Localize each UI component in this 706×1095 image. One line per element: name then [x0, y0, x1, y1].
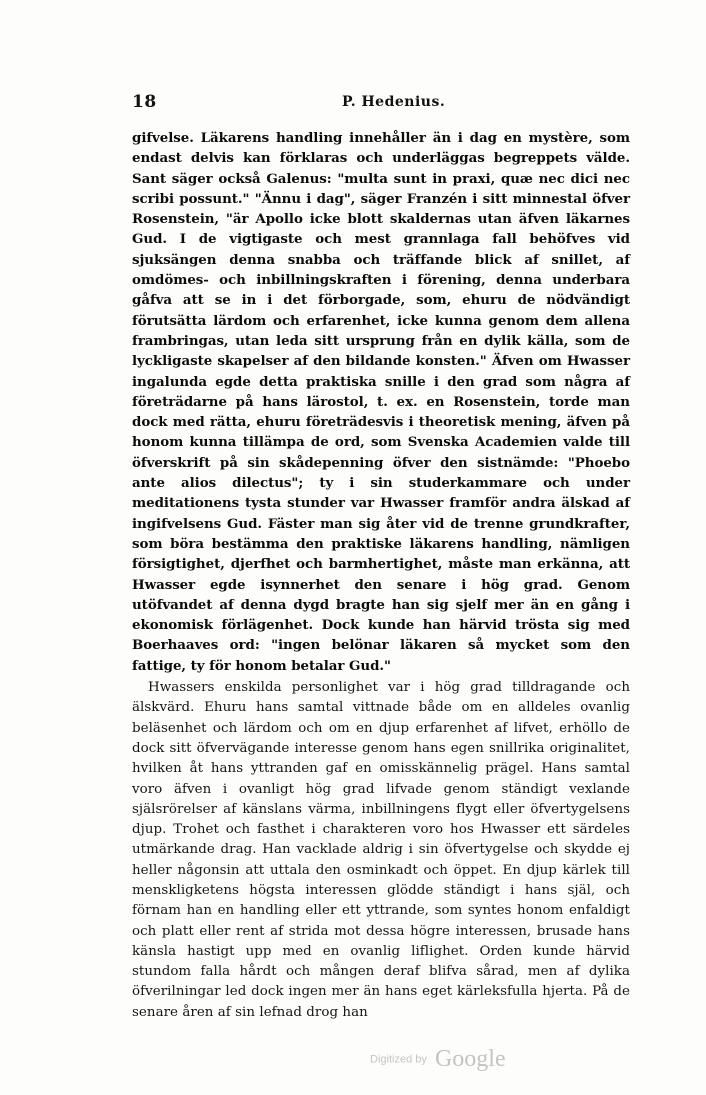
- running-head: P. Hedenius.: [342, 94, 446, 110]
- watermark-brand-logo: Google: [434, 1046, 506, 1072]
- watermark-prefix: Digitized by: [370, 1053, 427, 1066]
- paragraph-2: Hwassers enskilda personlighet var i hög grad tilldragande och älskvärd. Ehuru hans samtal vittnade både om en alldeles ovanlig beläsenhet och lärdom och om en djup erfarenhet af lifvet, erhöllo de dock sitt öfvervägande interesse genom hans egen snillrika originalitet, hvilken åt hans yttranden gaf en omisskännelig prägel. Hans samtal voro äfven i ovanligt hög grad lifvade genom ständigt vexlande själsrörelser af känslans värma, inbillningens flygt eller öfvertygelsens djup. Trohet och fasthet i charakteren voro hos Hwasser ett särdeles utmärkande drag. Han vacklade aldrig i sin öfvertygelse och skydde ej heller någonsin att uttala den osminkadt och öppet. En djup kärlek till menskligketens högsta interessen glödde ständigt i hans själ, och förnam han en handling eller ett yttrande, som syntes honom enfaldigt och platt eller rent af strida mot dessa högre interessen, brusade hans känsla hastigt upp med en ovanlig liflighet. Orden kunde härvid stundom falla hårdt och mången deraf blifva sårad, men af dylika öfverilningar led dock ingen mer än hans eget kärleksfulla hjerta. På de senare åren af sin lefnad drog han: [132, 680, 630, 1020]
- digitized-by-google-watermark: [370, 1046, 530, 1078]
- page-header: [132, 92, 630, 116]
- paragraph-1: gifvelse. Läkarens handling innehåller än i dag en mystère, som endast delvis kan förklaras och underläggas begreppets välde. Sant säger också Galenus: "multa sunt in praxi, quæ nec dici nec scribi possunt." "Ännu i dag", säger Franzén i sitt minnestal öfver Rosenstein, "är Apollo icke blott skaldernas utan äfven läkarnes Gud. I de vigtigaste och mest grannlaga fall behöfves vid sjuksängen denna snabba och träffande blick af snillet, af omdömes- och inbillningskraften i förening, denna underbara gåfva att se in i det förborgade, som, ehuru de nödvändigt förutsätta lärdom och erfarenhet, icke kunna genom dem allena frambringas, utan leda sitt ursprung från en dylik källa, som de lyckligaste skapelser af den bildande konsten." Äfven om Hwasser ingalunda egde detta praktiska snille i den grad som några af företrädarne på hans lärostol, t. ex. en Rosenstein, torde man dock med rätta, ehuru företrädesvis i theoretisk mening, äfven på honom kunna tillämpa de ord, som Svenska Academien valde till öfverskrift på sin skådepenning öfver den sistnämde: "Phoebo ante alios dilectus"; ty i sin studerkammare och under meditationens tysta stunder var Hwasser framför andra älskad af ingifvelsens Gud. Fäster man sig åter vid de trenne grundkrafter, som böra bestämma den praktiske läkarens handling, nämligen försigtighet, djerfhet och barmhertighet, måste man erkänna, att Hwasser egde isynnerhet den senare i hög grad. Genom utöfvandet af denna dygd bragte han sig sjelf mer än en gång i ekonomisk förlägenhet. Dock kunde han härvid trösta sig med Boerhaaves ord: "ingen belönar läkaren så mycket som den fattige, ty för honom betalar Gud.": [132, 130, 630, 674]
- body-text: [132, 128, 630, 1023]
- page-number: 18: [132, 92, 157, 112]
